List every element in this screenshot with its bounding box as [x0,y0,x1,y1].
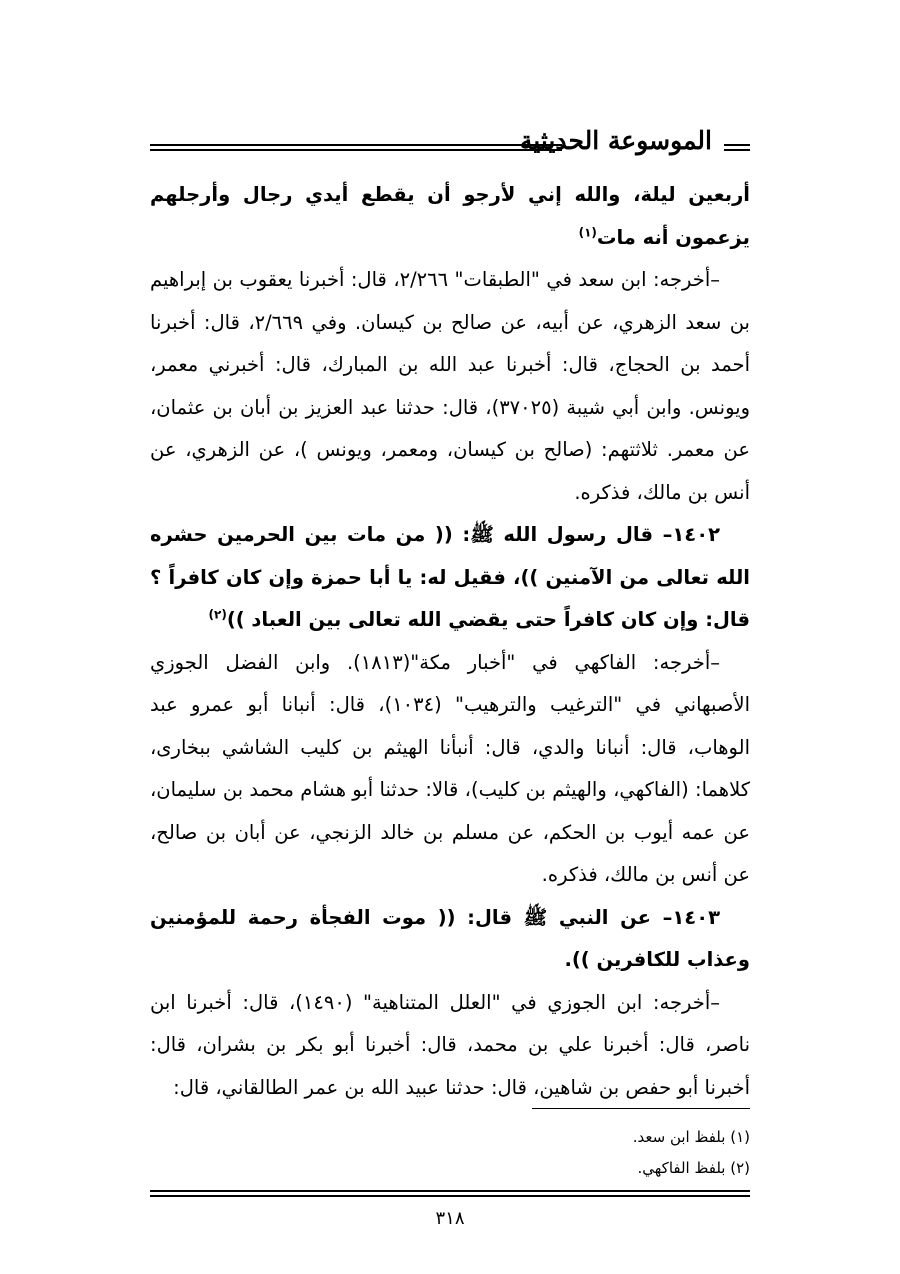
main-text [150,174,750,1109]
page-number: ٣١٨ [435,1208,465,1229]
paragraph-text: ١٤٠٣– عن النبي ﷺ قال: (( موت الفجأة رحمة للمؤمنين وعذاب للكافرين )). [150,905,750,971]
header-rule-long [150,144,562,151]
takhrij-paragraph [150,642,750,897]
header-title: الموسوعة الحديثية [519,126,712,155]
footnote-marker: (١) [578,225,597,239]
footnote-separator [532,1108,750,1109]
paragraph-text: –أخرجه: ابن سعد في "الطبقات" ٢/٢٦٦، قال: أخبرنا يعقوب بن إبراهيم بن سعد الزهري، عن أبيه، عن صالح بن كيسان. وفي ٢/٦٦٩، قال: أخبرنا أحمد بن الحجاج، قال: أخبرنا عبد الله بن المبارك، قال: أخبرني معمر، ويونس. وابن أبي شيبة (٣٧٠٢٥)، قال: حدثنا عبد العزيز بن أبان بن عثمان، عن معمر. ثلاثتهم: (صالح بن كيسان، ومعمر، ويونس )، عن الزهري، عن أنس بن مالك، فذكره. [150,268,750,504]
takhrij-paragraph [150,982,750,1110]
running-header [150,118,750,168]
takhrij-paragraph [150,259,750,514]
header-rule-short [724,144,750,151]
footnote-marker: (٢) [208,607,227,622]
bottom-rule [150,1190,750,1197]
hadith-paragraph [150,514,750,642]
footnote-1: (١) بلفظ ابن سعد. [632,1128,750,1146]
paragraph-text: –أخرجه: الفاكهي في "أخبار مكة"(١٨١٣). وابن الفضل الجوزي الأصبهاني في "الترغيب والترهيب" (١٠٣٤)، قال: أنبانا أبو عمرو عبد الوهاب، قال: أنبانا والدي، قال: أنبأنا الهيثم بن كليب الشاشي ببخارى، كلاهما: (الفاكهي، والهيثم بن كليب)، قالا: حدثنا أبو هشام محمد بن سليمان، عن عمه أيوب بن الحكم، عن مسلم بن خالد الزنجي، عن أبان بن صالح، عن أنس بن مالك، فذكره. [150,650,750,886]
paragraph-text: ١٤٠٢– قال رسول الله ﷺ: (( من مات بين الحرمين حشره الله تعالى من الآمنين ))، فقيل له: يا أبا حمزة وإن كان كافراً ؟ قال: وإن كان كافراً حتى يقضي الله تعالى بين العباد )) [150,523,750,631]
footnote-2: (٢) بلفظ الفاكهي. [637,1159,750,1177]
paragraph-text: أربعين ليلة، والله إني لأرجو أن يقطع أيدي رجال وأرجلهم يزعمون أنه مات [150,183,750,249]
footnotes [150,1122,750,1184]
hadith-paragraph [150,174,750,259]
hadith-paragraph [150,897,750,982]
book-page [150,0,750,1274]
paragraph-text: –أخرجه: ابن الجوزي في "العلل المتناهية" (١٤٩٠)، قال: أخبرنا ابن ناصر، قال: أخبرنا علي بن محمد، قال: أخبرنا أبو بكر بن بشران، قال: أخبرنا أبو حفص بن شاهين، قال: حدثنا عبيد الله بن عمر الطالقاني، قال: [150,990,750,1099]
